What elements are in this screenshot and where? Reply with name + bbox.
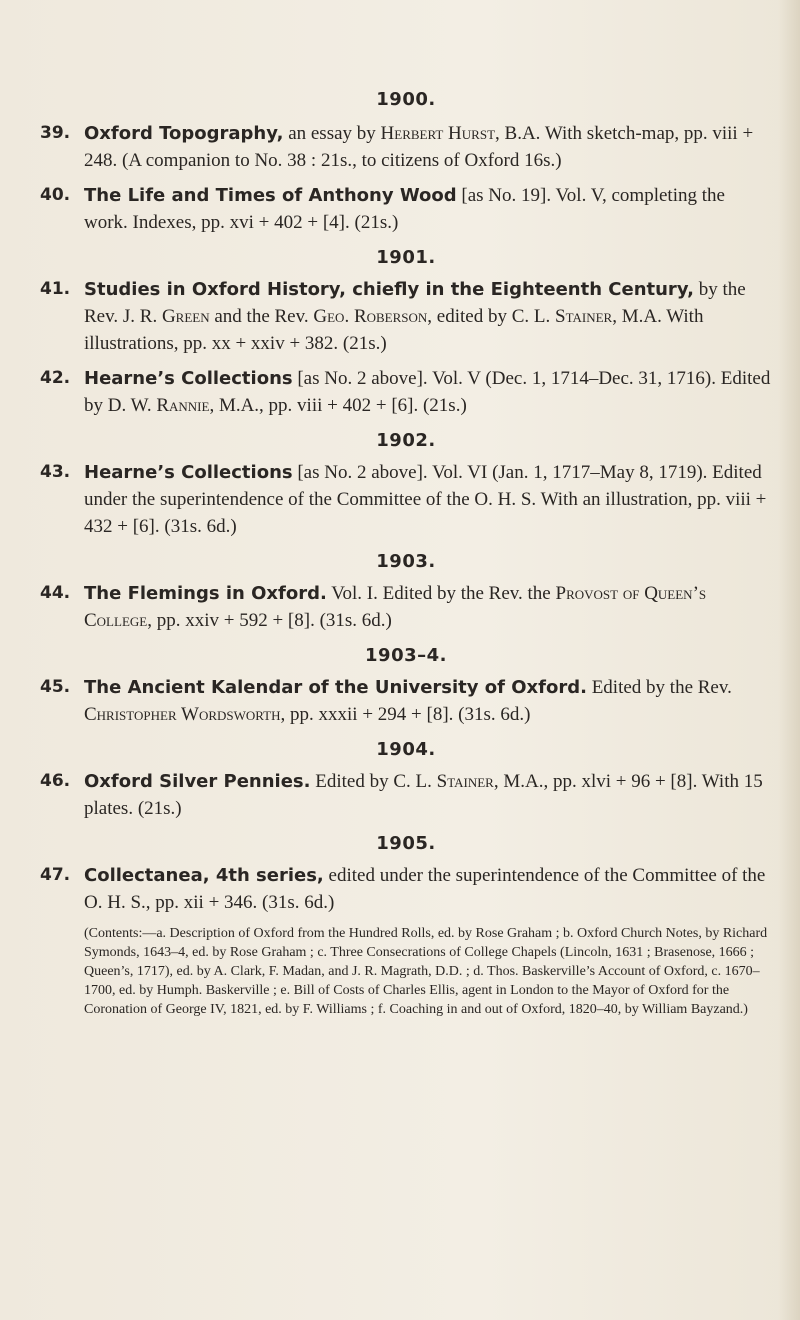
entry-text: Edited by (310, 771, 394, 792)
entry-title: The Flemings in Oxford. (84, 583, 327, 604)
year-heading-1904: 1904. (376, 739, 436, 760)
year-heading-1905: 1905. (376, 833, 436, 854)
entry-44 (40, 580, 772, 634)
page-edge-shadow (778, 0, 800, 1320)
publication-list (40, 88, 772, 1019)
entry-text: [as No. 2 above]. Vol. VI (Jan. 1, 1717–May 8, 1719). Edited under the superintendence of the Committee of the O. H. S. With an illustration, pp. viii + 432 + [6]. (31s. 6d.) (84, 462, 767, 537)
year-heading-1900: 1900. (376, 89, 436, 110)
entry-number: 40. (40, 185, 71, 205)
entry-text: , edited by (427, 306, 512, 327)
entry-47 (40, 862, 772, 916)
entry-title: Oxford Silver Pennies. (84, 771, 311, 792)
entry-text: [as No. 2 above]. Vol. V (Dec. 1, 1714–Dec. 31, 1716). Edited by (84, 368, 771, 416)
entry-number: 44. (40, 583, 71, 603)
entry-number: 41. (40, 279, 71, 299)
entry-text: and the Rev. (209, 306, 314, 327)
entry-text: by the Rev. (84, 279, 746, 327)
year-heading-1903: 1903. (376, 551, 436, 572)
entry-text: , pp. xxxii + 294 + [8]. (31s. 6d.) (280, 704, 531, 725)
year-heading-1902: 1902. (376, 430, 436, 451)
entry-author: Christopher Wordsworth (84, 704, 281, 725)
entry-title: The Ancient Kalendar of the University of Oxford. (84, 677, 587, 698)
entry-text: [as No. 19]. Vol. V, completing the work. Indexes, pp. xvi + 402 + [4]. (21s.) (84, 185, 725, 233)
entry-title: Collectanea, 4th series, (84, 865, 324, 886)
entry-text: , M.A., pp. viii + 402 + [6]. (21s.) (209, 395, 467, 416)
entry-number: 45. (40, 677, 71, 697)
entry-number: 43. (40, 462, 71, 482)
entry-title: Hearne’s Collections (84, 462, 293, 483)
entry-number: 42. (40, 368, 71, 388)
entry-author: Herbert Hurst (380, 123, 496, 144)
entry-number: 39. (40, 123, 71, 143)
year-heading-1901: 1901. (376, 247, 436, 268)
entry-41 (40, 276, 772, 357)
entry-text: , pp. xxiv + 592 + [8]. (31s. 6d.) (147, 610, 392, 631)
year-heading-1903-4: 1903–4. (365, 645, 447, 666)
entry-title: The Life and Times of Anthony Wood (84, 185, 457, 206)
entry-number: 46. (40, 771, 71, 791)
entry-46 (40, 768, 772, 822)
entry-text: , M.A. With illustrations, pp. xx + xxiv + 382. (21s.) (84, 306, 704, 354)
entry-author: D. W. Rannie (107, 395, 210, 416)
entry-author: C. L. Stainer (511, 306, 613, 327)
entry-text: , M.A., pp. xlvi + 96 + [8]. With 15 plates. (21s.) (84, 771, 763, 819)
entry-text: Edited by the Rev. (586, 677, 732, 698)
entry-45 (40, 674, 772, 728)
entry-40 (40, 182, 772, 236)
entry-number: 47. (40, 865, 71, 885)
entry-text: edited under the superintendence of the Committee of the O. H. S., pp. xii + 346. (31s. 6d.) (84, 865, 766, 913)
entry-43 (40, 459, 772, 540)
entry-author: J. R. Green (122, 306, 210, 327)
entry-42 (40, 365, 772, 419)
entry-author: Provost of Queen’s College (84, 583, 707, 631)
entry-text: an essay by (283, 123, 381, 144)
entry-title: Oxford Topography, (84, 123, 284, 144)
entry-text: Vol. I. Edited by the Rev. the (326, 583, 556, 604)
entry-47-contents: (Contents:—a. Description of Oxford from the Hundred Rolls, ed. by Rose Graham ; b. Oxford Church Notes, by Richard Symonds, 1643–4, ed. by Rose Graham ; c. Three Consecrations of College Chapels (Lincoln, 1631 ; Brasenose, 1666 ; Queen’s, 1717), ed. by A. Clark, F. Madan, and J. R. Magrath, D.D. ; d. Thos. Baskerville’s Account of Oxford, c. 1670–1700, ed. by Humph. Baskerville ; e. Bill of Costs of Charles Ellis, agent in London to the Mayor of Oxford for the Coronation of George IV, 1821, ed. by F. Williams ; f. Coaching in and out of Oxford, 1820–40, by William Bayzand.) (84, 926, 768, 1017)
entry-39 (40, 120, 772, 174)
entry-text: , B.A. With sketch-map, pp. viii + 248. (A companion to No. 38 : 21s., to citizens of Oxford 16s.) (84, 123, 754, 171)
entry-title: Studies in Oxford History, chiefly in the Eighteenth Century, (84, 279, 694, 300)
entry-author: Geo. Roberson (313, 306, 428, 327)
entry-title: Hearne’s Collections (84, 368, 293, 389)
entry-author: C. L. Stainer (393, 771, 494, 792)
